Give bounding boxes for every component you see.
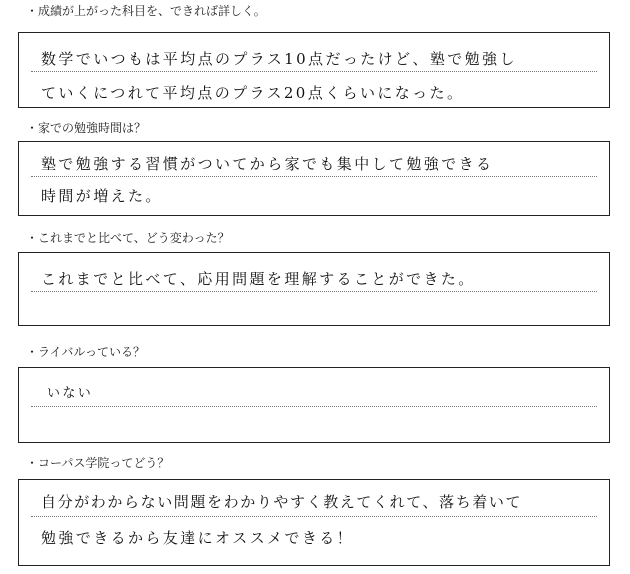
answer-line: これまでと比べて、応用問題を理解することができた。 [41,270,476,288]
answer-line: 塾で勉強する習慣がついてから家でも集中して勉強できる [41,155,494,173]
dotted-rule [31,291,597,292]
dotted-rule [31,71,597,72]
answer-box [18,479,610,566]
question-label: ・成績が上がった科目を、できれば詳しく。 [26,4,266,18]
dotted-rule [31,516,597,517]
answer-line: ていくにつれて平均点のプラス20点くらいになった。 [41,84,465,102]
dotted-rule [31,176,597,177]
answer-box [18,32,610,108]
answer-line: 自分がわからない問題をわかりやすく教えてくれて、落ち着いて [41,493,523,511]
answer-line: いない [47,386,94,401]
question-label: ・コーパス学院ってどう？ [26,456,170,470]
answer-box [18,252,610,326]
question-label: ・ライバルっている？ [26,345,146,359]
answer-line: 数学でいつもは平均点のプラス10点だったけど、塾で勉強し [41,50,517,68]
answer-box [18,367,610,443]
question-label: ・家での勉強時間は？ [26,121,147,135]
answer-line: 時間が増えた。 [41,187,163,205]
question-label: ・これまでと比べて、どう変わった？ [26,231,230,245]
answer-box [18,141,610,216]
dotted-rule [31,406,597,407]
answer-line: 勉強できるから友達にオススメできる！ [41,529,355,547]
